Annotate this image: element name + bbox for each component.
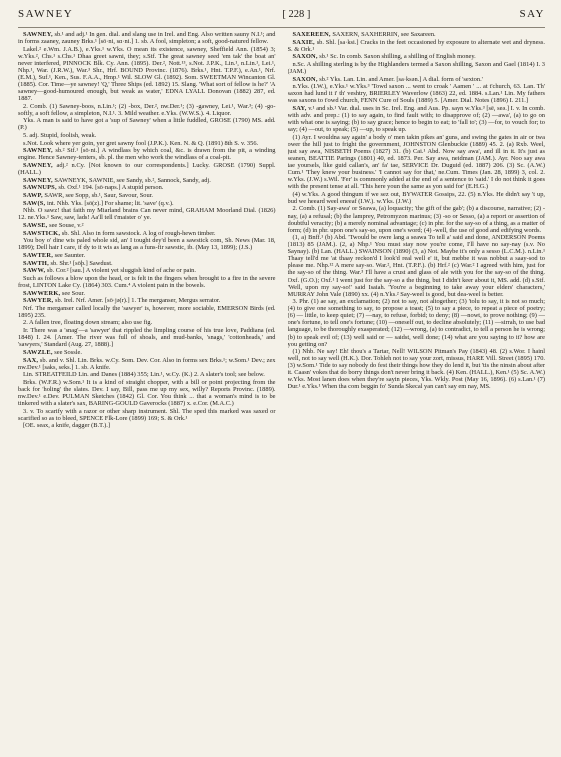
entry-headword: SAWYER,: [23, 297, 54, 305]
dictionary-entry: [18, 260, 276, 267]
entry-text: sb. Irel. Nrf. Amer. [sō·jə(r).] 1. The merganser, Mergus serrator.: [54, 297, 221, 305]
entry-text: Lin. STREATFEILD Lin. and Danes (1884) 355; Lin.¹, w.Cy. (K.) 2. A slater's tool; see below.: [23, 371, 265, 379]
entry-text: sb.² Stf.¹ [sō·ni.] A windlass by which coal, &c. is drawn from the pit, a winding engine. Hence Sawney-tenters, sb. pl. the men who work the windlass of a coal-pit.: [18, 147, 276, 162]
dictionary-entry: [18, 132, 276, 139]
dictionary-entry: [288, 191, 546, 205]
dictionary-entry: [18, 184, 276, 191]
entry-headword: SAX,: [23, 356, 39, 364]
dictionary-entry: [18, 222, 276, 229]
dictionary-entry: [288, 234, 546, 297]
dictionary-entry: [18, 305, 276, 319]
dictionary-entry: [18, 46, 276, 102]
entry-headword: SAWP,: [23, 191, 43, 199]
header-left-word: SAWNEY: [18, 8, 74, 20]
entry-text: sb. Shl. [sa·ksi.] Cracks in the feet occasioned by exposure to alternate wet and dryness. S. & Ork.¹: [287, 38, 545, 53]
dictionary-entry: [18, 162, 276, 176]
entry-text: sb.¹ and adj.¹ In gen. dial. and slang use in Irel. and Eng. Also written sauny N.I.¹; and in forms zaaney, zauney Brks.¹ [sō·ni, sɑ·ni.] 1. sb. A fool, simpleton; a soft, good-natured fellow.: [18, 31, 276, 46]
right-column: [288, 31, 546, 753]
entry-headword: SAWSE,: [23, 221, 48, 229]
entry-text: 2. Comb. (1) Sawney-boos, n.Lin.¹; (2) -box, Der.², nw.Der.¹; (3) -gawney, Lei.¹, War.³; (4) -go-softly, a soft fellow, a simpleton, N.I.¹. 3. Mild weather. e.Yks. (W.W.S.). 4. Liquor.: [18, 102, 276, 117]
dictionary-entry: [288, 61, 546, 75]
entry-text: 3. Phr. (1) ae say, an exclamation; (2) not to say, not altogether; (3) 'tolu to say, it is not so much; (4) to give one something to say, to propose a toast; (5) to say a piece, to repeat a piece of poetry; (6) — little, to keep quiet; (7) —nay, to refuse, forbid; to deny; (8) —nowt, to prove nothing; (9) —one's fortune, to tell one's fortune; (10) —oneself out, to decline absolutely; (11) —sirrah, to use bad language, to be thoroughly exasperated; (12) —wrong, (a) to contradict, to tell a person he is wrong; (b) to speak evil of; (13) well said or — saidst, well done; (14) what are you saying to it? how are you getting on?: [287, 298, 545, 348]
entry-headword: SAWTER,: [23, 251, 53, 259]
entry-text: s.Not. Look where yer goin, yer gret sawny fool (J.P.K.). Ken. N. & Q. (1891) 8th S. v. 356.: [23, 139, 259, 147]
entry-headword: SAWTH,: [23, 259, 49, 267]
dictionary-entry: [18, 422, 276, 429]
entry-text: sb.¹ Sc. In comb. Saxon shilling, a shilling of English money.: [319, 53, 476, 61]
entry-text: adj.² n.Cy. [Not known to our correspondents.] Lucky. GROSE (1790) Suppl. (HALL.): [18, 162, 276, 177]
dictionary-entry: [288, 31, 546, 38]
entry-text: (1, a) Bnff.¹ (b) Abd. 'Twould be owre lang a seawa To tell a' said and done, ANDERSON Poems (1813) 85 (JAM.). (2, a) Nhp.¹ You must stay now you're come, I'll have no say-nay (s.v. No Saynay). (b) Lan. (HALL.) SWAINSON (1890) (3, a) Not. Maybe it's only a sesso (L.C.M.). n.Lin.¹ Thaay tell'd me 'at thaay reckon'd I look'd real well e' it, but mebbe it was nobbut a saay-sod to please me. Nhp.¹² A mere say-so. War.², Hnt. (T.P.F.). (b) Hrf.² (c) War.² I agreed with him, just for the say-so of the thing. War.³ I'll have a crust and glass of ale with you for the say-so of the thing. Oxf. (G.O.); Oxf.¹ I went just for the say-so a the thing, but I didn't keer about it, MS. add. (d) s.Stf. 'Well, upon my say-so!' said Isaiah. 'You're a beginning to take away your elders' characters,' MURRAY John Vale (1890) xx. (4) n.Yks.² Say-weel is good, but dea-weel is better.: [287, 234, 545, 298]
entry-text: int. Nhb. Yks. [sō(z).] For shame; lit. 'save' (q.v.).: [46, 199, 174, 207]
entry-text: 5. adj. Stupid, foolish, weak.: [23, 132, 97, 140]
dictionary-entry: [18, 275, 276, 289]
entry-text: Ir. There was a 'snag'—a 'sawyer' that rippled the limpling course of his true love, Paddiana (ed. 1848) I. 24. [Amer. The river was full of shoals, and mud-banks, 'snags,' 'cottonheads,' and 'sawyers,' Standard (Aug. 27, 1888).]: [18, 327, 276, 349]
entry-headword: SAWW,: [23, 267, 46, 275]
entry-text: n.Yks. (I.W.), e.Yks.¹ w.Yks.³ 'Towd saxon ... went to croak ' Aamen ' ... at t'church, 63. Lan. Th' saxon had lund it i' th' veshtry, BRIERLEY Waverlow (1863) 22, ed. 1884. s.Lan.¹ Lin. My fathers was saxons to t'owd church, FENN Cure of Souls (1889) 5. [Amer. Dial. Notes (1896) I. 211.]: [287, 83, 545, 105]
entry-text: 3. v. To scarify with a razor or other sharp instrument. Shl. The sped this marked was saxed or scarified so as to bleed, SPENCE Flk-Lore (1899) 169; S. & Ork.¹: [18, 407, 276, 422]
dictionary-entry: [18, 117, 276, 131]
dictionary-entry: [18, 371, 276, 378]
entry-text: sb. Shl. Also in form sawstock. A log of rough-hewn timber.: [61, 229, 216, 237]
dictionary-entry: [288, 298, 546, 347]
dictionary-entry: [18, 140, 276, 147]
dictionary-entry: [18, 379, 276, 407]
dictionary-entry: [288, 348, 546, 390]
entry-text: see Souse, v.²: [49, 221, 84, 229]
entry-text: n.Sc. A shilling sterling is by the Highlanders termed a Saxon shilling, Saxon and Gael (1814) I. 3 (JAM.): [287, 60, 545, 76]
dictionary-entry: [18, 192, 276, 199]
dictionary-entry: [18, 103, 276, 117]
header-right-word: SAY: [519, 8, 545, 20]
dictionary-entry: [18, 319, 276, 326]
entry-text: see Sossle.: [54, 348, 82, 356]
entry-headword: SAWNUPS,: [23, 184, 57, 192]
entry-text: [OE. seax, a knife, dagger (B.T.).]: [23, 422, 111, 430]
entry-headword: SAWNEY,: [23, 176, 53, 184]
dictionary-entry: [18, 147, 276, 161]
entry-text: sb.² Yks. Lan. Lin. and Amer. [sa·ksən.] A dial. form of 'sexton.': [319, 75, 483, 83]
entry-headword: SAXON,: [292, 53, 318, 61]
entry-text: Nhb. O sawz! that faith my Miarland brains Can never mind, GRAHAM Moorland Dial. (1826) 12. ne.Yks.¹ Saw, saw, lads! Aa'll tell t'maister o' ye.: [18, 207, 276, 222]
entry-text: 2. Comb. (1) Say-awa' or Seawa, (a) loquacity; 'the gift of the gab'; (b) a discourse, narrative; (2) -nay, (a) a refusal; (b) the lamprey, Petromyzon marinus; (3) -so or Sesso, (a) a report or assertion of doubtful veracity; (b) a merely nominal advantage; (c) in phr. for the say-so of a thing, as a matter of form; (d) in phr. upon one's say-so, upon one's word; (4) -well, the use of good and edifying words.: [287, 205, 545, 234]
entry-headword: SAW(S,: [23, 199, 46, 207]
dictionary-entry: [18, 207, 276, 221]
entry-text: see Sour.: [61, 289, 85, 297]
entry-text: see Saunter.: [54, 251, 86, 259]
entry-text: Yks. A man is said to have got a 'sup of Sawney' when a little fuddled, GROSE (1790) MS. add. (P.): [18, 117, 276, 132]
left-column: [18, 31, 276, 753]
dictionary-entry: [18, 290, 276, 297]
entry-text: SAWR, see Sopp, sb.¹, Saur, Savour, Sour.: [44, 191, 154, 199]
dictionary-entry: [288, 76, 546, 83]
dictionary-entry: [18, 408, 276, 422]
entry-text: (1) Ayr. I wouldna say again' a body o' men takin pikes an' guns, and swing the gates in air or twa ower the hill just to fright the government, JOHNSTON Glenbuckie (1889) 45. 2. (a) Rxb. Weel, just say awa, NISBETH Poems (1827) 31. (b) Cai.¹ Abd. Now say awa', and ill in it. It's just as seanen, BEATTIE Parings (1801) 40, ed. 1873. Per. Say awa, neidman (JAM.). Ayr. Noo say awa tae yoursels, like guid callan's, an' fa' tae, SERVICE Dr. Duguid (ed. 1887) 206. (3) Sc. (A.W.) Cum.¹ 'They knew your business.' 'I cannot say for that,' ne.Cum. Times (Jan. 28, 1899) 3, col. 2. w.Yks. (J.W.) s.Wil. 'Fer' is commonly added at the end of a sentence to 'said.' I do not think it goes with the present tense at all. 'This here youn the same as yon said for' (E.H.G.): [287, 133, 545, 191]
entry-headword: SAWNEY,: [23, 147, 53, 155]
entry-text: SAXERN, SAXHERRIN, see Saxareen.: [332, 31, 436, 38]
entry-text: sb. Cor.² [sau.] A violent yet sluggish kind of ache or pain.: [46, 267, 196, 275]
dictionary-entry: [18, 237, 276, 251]
entry-headword: SAWSTICK,: [23, 229, 61, 237]
entry-headword: SAWZLE,: [23, 348, 53, 356]
entry-text: (1) Nhb. Ne say! Eh! thou's a Tartar, Nell! WILSON Pitman's Pay (1843) 48. (2) s.Wor. I hainl well, not to say well (H.K.). Dor. Tohleh not to say your zort, missus, HARE Vill. Street (1895) 170. (3) w.Som.¹ Tide to say nobody do fest their things how they do lend it, but 'tis the ninsin about after it. Caasn' vokes that do borry things don't never bring it back. (4) Ken. (HALL.), Ken.¹ (5) Sc. A.W.) w.Yks. Most lanen does when they're sayin pieces, Yks. Wkly. Post (May 16, 1896). (6) s.Lan.¹ (7) Dur.¹ e.Yks.¹ When tha com beggin fo' Sunda Skecal yan can't say em nay, MS.: [287, 348, 545, 391]
dictionary-entry: [288, 105, 546, 133]
dictionary-entry: [18, 177, 276, 184]
dictionary-entry: [288, 53, 546, 60]
dictionary-entry: [18, 252, 276, 259]
page-number: [ 228 ]: [282, 9, 311, 20]
dictionary-entry: [288, 205, 546, 233]
dictionary-entry: [288, 134, 546, 190]
entry-text: sb. and v. Shl. Lin. Brks. w.Cy. Som. Dev. Cor. Also in forms sex Brks.¹; w.Som.¹ Dev.; zex nw.Dev.¹ [saks, seks.] 1. sb. A knife.: [18, 356, 276, 371]
entry-headword: SAXON,: [292, 75, 318, 83]
entry-text: sb. Oxf.¹ 194. [sō·naps.] A stupid person.: [58, 184, 164, 192]
entry-text: Such as follows a blow upon the head, or is felt in the fingers when brought to a fire in the severe frost, LINTON Lake Cy. (1864) 303. Cum.⁴ A violent pain in the bowels.: [18, 274, 276, 289]
dictionary-entry: [18, 31, 276, 45]
running-header: [18, 0, 545, 28]
dictionary-entry: [288, 83, 546, 104]
entry-text: v.¹ and sb.¹ Var. dial. uses in Sc. Irel. Eng. and Aus. Pp. sayn w.Yks.³ [sē, seə.] I. v. In comb. with adv. and prep.: (1) to say again, to find fault with; to disapprove of; (2) —awa', (a) to go on with what one is saying; (b) to say grace; hence to begin to eat; to 'fall to'; (3) —for, to vouch for; to say; (4) —out, to speak; (5) —up, to speak up.: [287, 105, 545, 134]
entry-text: sb. Shr.¹ [sōþ.] Sawdust.: [50, 259, 113, 267]
dictionary-entry: [18, 230, 276, 237]
entry-headword: SAXIE,: [292, 38, 315, 46]
entry-text: You boy o' dine wis paled whole sid, an' I tought dey'd been a sawstick com, Sh. News (Mar. 18, 1899); Dell hair I care, if dy to it wis as lang as a funs-fir sawstic, ib. (May 13, 1899); (J.S.): [18, 237, 276, 252]
dictionary-entry: [18, 349, 276, 356]
entry-headword: SAY,: [292, 105, 307, 113]
entry-text: (4) w.Yks. A good thingum if we sez out, BYWATER Gossips, 22. (5) n.Yks. He didn't say 't up, bud we heeard weel eneeaf (I.W.). w.Yks. (J.W.): [287, 190, 545, 205]
dictionary-entry: [18, 200, 276, 207]
dictionary-entry: [18, 267, 276, 274]
entry-headword: SAWNEY,: [23, 162, 53, 169]
entry-text: 2. A fallen tree, floating down stream; also use fig.: [23, 319, 153, 327]
entry-text: SAWNEYK, SAWNIE, see Sandy, sb.², Sannock, Sandy, adj.: [54, 176, 211, 184]
entry-headword: SAWWERK,: [23, 289, 61, 297]
dictionary-entry: [18, 357, 276, 371]
entry-text: Nrf. The merganser called locally the 'sawyer' is, however, more sociable, EMERSON Birds (ed. 1895) 235.: [18, 304, 276, 319]
entry-headword: SAXEREEN,: [292, 31, 331, 38]
dictionary-entry: [18, 327, 276, 348]
dictionary-entry: [288, 39, 546, 53]
entry-text: Lakel.² e.Wm. J.A.B.), e.Yks.¹ w.Yks. O mean its existence, sawney, Sheffield Ann. (1854) 3; w.Yks.², Chs.¹ s.Chs.¹ Dhaa greet sawni, they; s.Stf. The great sawney seed 'em tak' the boat an' never interfered, PINNOCK Blk. Cy. Ann. (1895). Der.², Nott.¹³, s.Not. J.P.K., Lin.¹, n.Lin.¹, Lei.¹, Nhp.¹, War. (J.R.W.), War.³ Shr., Hrf. BOUND Provinc. (1876). Brks.¹, Hnt. T.P.F.), e.An.¹, Nrf. (E.M.), Suf.¹, Ken., Sus. F.A.A., Hmp.¹ Wil. SLOW Gl. (1892). Som. SWEETMAN Wincanton Gl. (1885). Cor. Time—ye sawney! 'Q,' Three Ships (ed. 1892) 15. Slang. 'What sort of fellow is he?' 'A sawney—good-humoured enough, but weak as water,' EDNA LYALL Donovan (1882) 287, ed. 1887.: [18, 45, 276, 103]
entry-text: Brks. (W.F.R.) w.Som.¹ It is a kind of straight chopper, with a bill or point projecting from the back for 'holing' the slates. Dev. I say, Bill, pass me up my sex, willy? Reports Provinc. (1889). nw.Dev.¹ e.Dev. PULMAN Sketches (1842) Gl. Cor. You think ... that a woman's mind is to be tinkered with a slater's sax, BARING-GOULD Gaverocks (1887) x. e.Cor. (M.A.C.): [18, 378, 276, 407]
entry-headword: SAWNEY,: [23, 31, 53, 38]
dictionary-entry: [18, 297, 276, 304]
